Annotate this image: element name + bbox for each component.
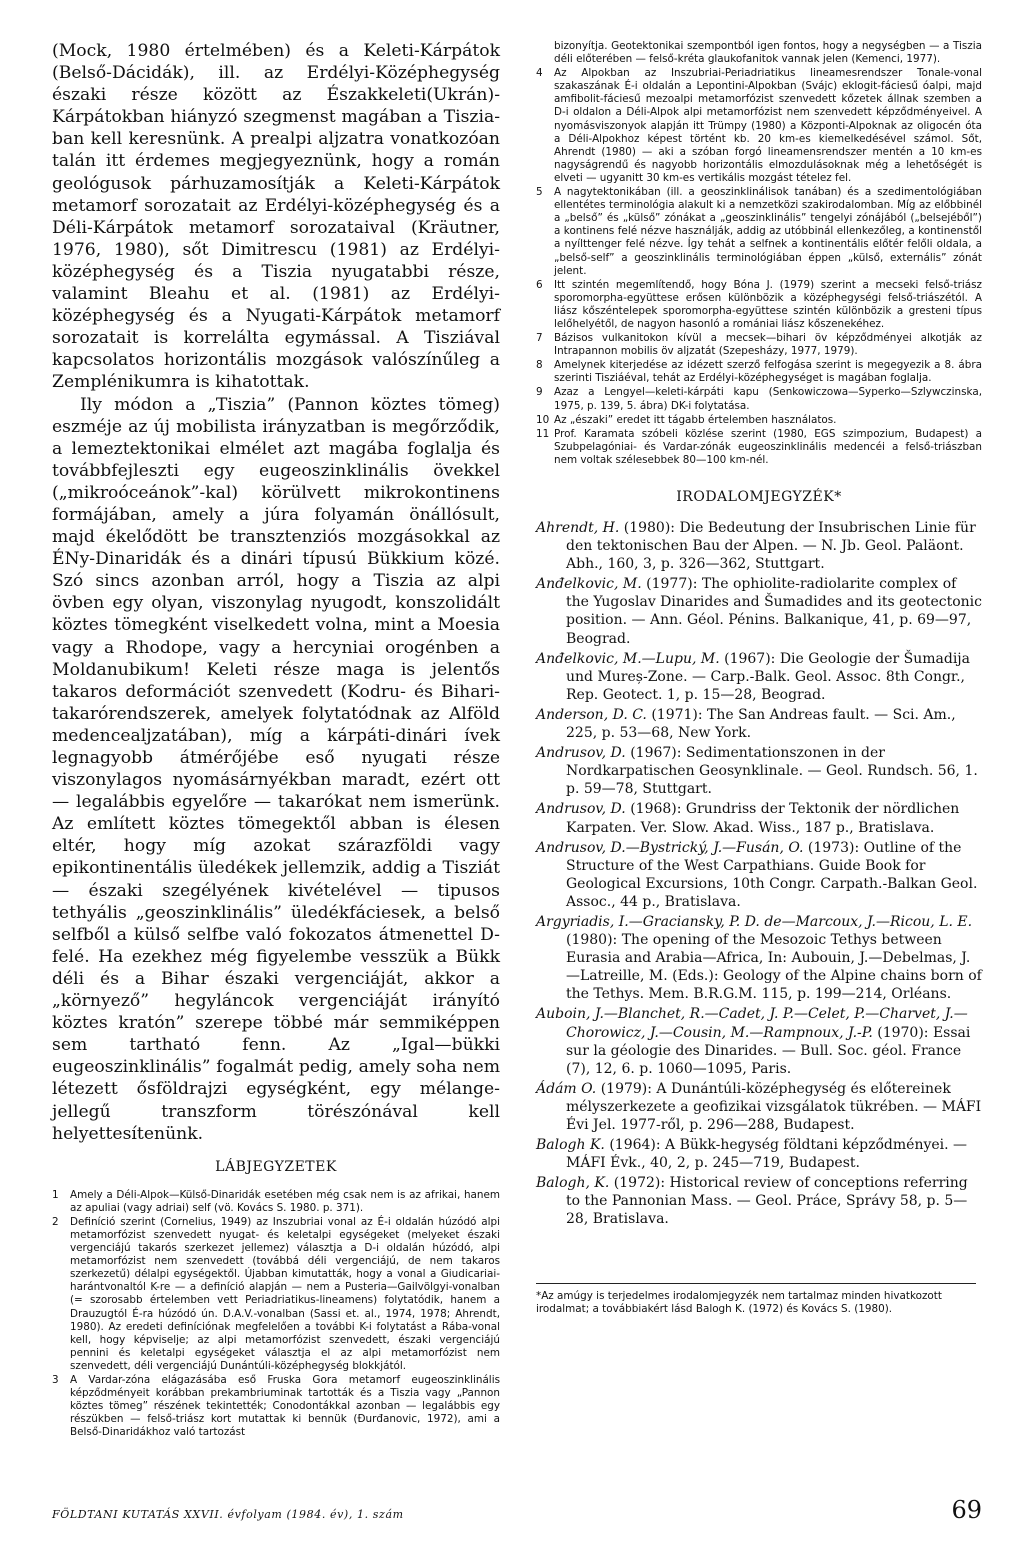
reference-author: Andrusov, D. [536, 745, 626, 762]
reference-item [536, 839, 982, 911]
page-footer [52, 1496, 982, 1524]
paragraph-2: Ily módon a „Tiszia” (Pannon köztes tömeg) eszméje az új mobilista irányzatban is megőrződik, a lemeztektonikai elmélet azt magába foglalja és továbbfejleszti egy eugeoszinklinális övekkel („mikroóceánok”-kal) körülvett mikrokontinens formájában, amely a júra folyamán önállósult, majd ékelődött be transztenziós mozgásokkal az ÉNy-Dinaridák és a dinári típusú Bükkium közé. Szó sincs azonban arról, hogy a Tiszia az alpi övben egy olyan, viszonylag nyugodt, konszolidált köztes tömegként viselkedett volna, mint a Moesia vagy a Rhodope, vagy a hercyniai orogénben a Moldanubikum! Keleti része maga is jelentős takaros deformációt szenvedett (Kodru- és Bihari-takarórendszerek, amelyek folytatódnak az Alföld medencealjzatában), míg a kárpáti-dinári ívek legnagyobb átmérőjébe eső nyugati része viszonylagos nyomásárnyékban maradt, ezért ott — legalábbis egyelőre — takarókat nem ismerünk. Az említett köztes tömegektől abban is élesen eltér, hogy míg azokat szárazföldi vagy epikontinentális üledékek jellemzik, addig a Tisziát — északi szegélyének kivételével — tipusos tethyális „geoszinklinális” üledékfáciesek, a belső selfből a külső selfbe való fokozatos átmenettel D-felé. Ha ezekhez még figyelembe vesszük a Bükk déli és a Bihar északi vergenciáját, akkor a „környező” hegyláncok vergenciáját irányító köztes kratón” szerepe többé már semmiképpen sem tartható fenn. Az „Igal—bükki eugeoszinklinális” fogalmát pedig, amely soha nem létezett ősföldrajzi egységként, egy mélange-jellegű transzform törészónával kell helyettesítenünk. [52, 394, 500, 1144]
footnote-number [536, 40, 554, 66]
reference-text: (1964): A Bükk-hegység földtani képződményei. — MÁFI Évk., 40, 2, p. 245—719, Budapest. [566, 1137, 968, 1172]
footnote-item [536, 279, 982, 331]
footnote-text: Amelynek kiterjedése az idézett szerző felfogása szerint is megegyezik a 8. ábra szerinti Tisziáéval, tehát az Erdélyi-középhegységet is magában foglalja. [554, 359, 982, 385]
reference-author: Auboin, J.—Blanchet, R.—Cadet, J. P.—Celet, P.—Charvet, J.—Chorowicz, J.—Cousin, M.—Rampnoux, J.-P. [536, 1006, 968, 1041]
footnote-item [536, 67, 982, 185]
footnote-number: 9 [536, 386, 543, 399]
footnote-text: Azaz a Lengyel—keleti-kárpáti kapu (Senkowiczowa—Syperko—Szlywczinska, 1975, p. 139, 5. ábra) DK-i folytatása. [554, 386, 982, 412]
footnote-text: Itt szintén megemlítendő, hogy Bóna J. (1979) szerint a mecseki felső-triász sporomorpha-együttese erősen különbözik a középhegységi felső-triászétól. A liász kőszéntelepek sporomorpha-együttese szintén különbözik a gresteni típus lelőhelyétől, de nagyon hasonló a romániai liász kőszenekéhez. [554, 278, 982, 330]
footnotes-heading: LÁBJEGYZETEK [215, 1158, 337, 1175]
reference-item [536, 1174, 982, 1228]
reference-author: Anderson, D. C. [536, 706, 647, 723]
reference-author: Argyriadis, I.—Graciansky, P. D. de—Marcoux, J.—Ricou, L. E. [536, 913, 973, 930]
footnote-number: 7 [536, 332, 543, 345]
paragraph-1: (Mock, 1980 értelmében) és a Keleti-Kárpátok (Belső-Dácidák), ill. az Erdélyi-Középhegység északi része között az Északkeleti(Ukrán)-Kárpátokban hiányzó szegmenst magában a Tiszia-ban kell keresnünk. A prealpi aljzatra vonatkozóan talán itt érdemes megjegyeznünk, hogy a román geológusok párhuzamosítják a Keleti-Kárpátok metamorf sorozatait az Erdélyi-középhegység és a Déli-Kárpátok metamorf sorozataival (Kräutner, 1976, 1980), sőt Dimitrescu (1981) az Erdélyi-középhegység és a Tiszia nyugatabbi része, valamint Bleahu et al. (1981) az Erdélyi-középhegység és a Nyugati-Kárpátok metamorf sorozatait is korrelálta egymással. A Tisziával kapcsolatos horizontális mozgások valószínűleg a Zemplénikumra is kihatottak. [52, 41, 500, 393]
reference-author: Andrusov, D. [536, 801, 626, 818]
footnote-item [52, 1216, 500, 1373]
references-footnote: *Az amúgy is terjedelmes irodalomjegyzék nem tartalmaz minden hivatkozott irodalmat; a továbbiakért lásd Balogh K. (1972) és Kovács S. (1980). [536, 1283, 976, 1316]
reference-item [536, 744, 982, 798]
reference-text: (1972): Historical review of conceptions referring to the Pannonian Mass. — Geol. Práce, Správy 58, p. 5—28, Bratislava. [566, 1175, 968, 1228]
reference-item [536, 1080, 982, 1134]
footnotes-right [536, 40, 982, 469]
reference-text: (1973): Outline of the Structure of the West Carpathians. Guide Book for Geological Excursions, 10th Congr. Carpath.-Balkan Geol. Assoc., 44 p., Bratislava. [566, 839, 978, 910]
footnote-number: 10 [536, 413, 550, 426]
footnote-text: Prof. Karamata szóbeli közlése szerint (1980, EGS szimpozium, Budapest) a Szubpelagóniai- és Vardar-zónák eugeoszinklinális medencéi a felső-triászban nem voltak szélesebbek 80—100 km-nél. [554, 427, 982, 466]
footnote-number: 6 [536, 278, 543, 291]
reference-text: (1970): Essai sur la géologie des Dinarides. — Bull. Soc. géol. France (7), 12, 6. p. 1060—1095, Paris. [566, 1024, 971, 1077]
footnote-item [52, 1374, 500, 1439]
reference-item [536, 575, 982, 647]
reference-author: Ádám O. [536, 1080, 597, 1097]
footnote-text: Definíció szerint (Cornelius, 1949) az Inszubriai vonal az É-i oldalán húzódó alpi metamorfózist szenvedett nyugat- és keletalpi egységeket (melyeket északi vergenciájú takarós szerkezet jellemez) választja a D-i oldalán húzódó, alpi metamorfózist nem szenvedett (továbbá déli vergenciájú, de nem takaros szerkezetű) délalpi egységektől. Újabban kimutatták, hogy a vonal a Giudicariai-harántvonaltól K-re — a definíció alapján — nem a Pusteria—Gailvölgyi-vonalban (= szorosabb értelemben vett Periadriatikus-lineamens) folytatódik, hanem a Drauzugtól É-ra húzódó ún. D.A.V.-vonalban (Sassi et. al., 1974, 1978; Ahrendt, 1980). Az eredeti definíciónak megfelelően a további K-i folytatást a Rába-vonal kell, hogy képviselje; az alpi metamorfózist szenvedett, északi vergenciájú pennini és keletalpi egységeket választja el az alpi metamorfózist nem szenvedett, déli vergenciájú Dunántúli-középhegység blokkjától. [70, 1215, 500, 1372]
reference-text: (1967): Sedimentationszonen in der Nordkarpatischen Geosynklinale. — Geol. Rundsch. 56, 1. p. 59—78, Stuttgart. [566, 745, 978, 798]
footnote-text: bizonyítja. Geotektonikai szempontból igen fontos, hogy a negységben — a Tiszia déli előterében — felső-kréta glaukofanitok vannak jelen (Kemenci, 1977). [554, 40, 982, 66]
reference-author: Balogh K. [536, 1137, 605, 1154]
reference-text: (1967): Die Geologie der Šumadija und Mureș-Zone. — Carp.-Balk. Geol. Assoc. 8th Congr., Rep. Geotect. 1, p. 15—28, Beograd. [566, 650, 970, 703]
reference-item [536, 1005, 982, 1077]
footnote-text: Bázisos vulkanitokon kívül a mecsek—bihari öv képződményei alkotják az Intrapannon mobilis öv aljzatát (Szepesházy, 1977, 1979). [554, 332, 982, 358]
footnote-item [536, 40, 982, 66]
reference-author: Ahrendt, H. [536, 520, 620, 536]
reference-author: Anđelkovic, M. [536, 576, 642, 593]
footnote-item [536, 428, 982, 467]
reference-text: (1979): A Dunántúli-középhegység és előtereinek mélyszerkezete a geofizikai vizsgálatok tükrében. — MÁFI Évi Jel. 1977-ről, p. 296—288, Budapest. [566, 1080, 982, 1133]
reference-text: (1968): Grundriss der Tektonik der nördlichen Karpaten. Ver. Slow. Akad. Wiss., 187 p., Bratislava. [566, 801, 960, 836]
footnote-item [536, 186, 982, 278]
reference-item [536, 1136, 982, 1172]
reference-item [536, 913, 982, 1003]
reference-author: Andrusov, D.—Bystrický, J.—Fusán, O. [536, 839, 804, 856]
footnote-item [52, 1189, 500, 1215]
footnote-text: A nagytektonikában (ill. a geoszinklinálisok tanában) és a szedimentológiában ellentétes terminológia alakult ki a nemzetközi szakirodalomban. Míg az előbbinél a „belső” és „külső” zónákat a „geoszinklinális” tengelyi zónájából („belsejéből”) a kontinens felé nézve használják, addig az utóbbinál ellenkezőleg, a kontinenstől a nyílttenger felé nézve. Így tehát a selfnek a kontinentális előtér felőli oldala, a „belső-self” a geoszinklinális terminológiában éppen „külső, externális” zónát jelent. [554, 186, 982, 277]
footnote-number: 3 [52, 1374, 59, 1386]
footnote-text: Az „északi” eredet itt tágabb értelemben használatos. [554, 413, 837, 426]
footnote-item [536, 386, 982, 412]
reference-text: (1980): Die Bedeutung der Insubrischen Linie für den tektonischen Bau der Alpen. — N. Jb. Geol. Paläont. Abh., 160, 3, p. 326—362, Stuttgart. [566, 520, 976, 573]
main-text [52, 40, 500, 1145]
footnote-text: Az Alpokban az Inszubriai-Periadriatikus lineamesrendszer Tonale-vonal szakaszának É-i oldalán a Lepontini-Alpokban (Svájc) eklogit-fáciesű óalpi, majd amfibolit-fáciesű mezoalpi metamorfózist szenvedett kőzetek állnak szemben a D-i oldalon a Déli-Alpok alpi metamorfózist nem szenvedett képződményeivel. A nyomásviszonyok alapján itt Trümpy (1980) a Központi-Alpoknak az oligocén óta a Déli-Alpokhoz képest történt kb. 20 km-es kiemelkedésével számol. Sőt, Ahrendt (1980) — aki a szóban forgó lineamensrendszer mentén a 10 km-es nagyságrendű és nagyobb horizontális elmozdulásoknak még a lehetőségét is elveti — ugyanitt 30 km-es vertikális mozgást tételez fel. [554, 67, 982, 184]
reference-item [536, 650, 982, 704]
reference-item [536, 706, 982, 742]
left-column [52, 40, 500, 1440]
reference-author: Balogh, K. [536, 1175, 610, 1192]
page-number: 69 [951, 1496, 982, 1524]
references-heading: IRODALOMJEGYZÉK* [676, 489, 842, 505]
footnotes-left [52, 1189, 500, 1440]
right-column [536, 40, 982, 1316]
journal-title: FÖLDTANI KUTATÁS XXVII. évfolyam (1984. év), 1. szám [52, 1508, 404, 1521]
reference-item [536, 800, 982, 836]
reference-text: (1977): The ophiolite-radiolarite complex of the Yugoslav Dinarides and Šumadides and its geotectonic position. — Ann. Géol. Pénins. Balkanique, 41, p. 69—97, Beograd. [566, 576, 982, 647]
reference-item [536, 519, 982, 573]
references-list [536, 519, 982, 1229]
footnote-text: A Vardar-zóna elágazásába eső Fruska Gora metamorf eugeoszinklinális képződményeit korábban prekambriuminak tartották és a Tiszia vagy „Pannon köztes tömeg” részének tekintették; Conodontákkal azonban — legalábbis egy részükben — felső-triász kort mutattak ki bennük (Đurđanovic, 1972), ami a Belső-Dinaridákhoz való tartozást [70, 1374, 500, 1439]
reference-text: (1980): The opening of the Mesozoic Tethys between Eurasia and Arabia—Africa, In: Aubouin, J.—Debelmas, J.—Latreille, M. (Eds.): Geology of the Alpine chains born of the Tethys. Mem. B.R.G.M. 115, p. 199—214, Orléans. [566, 932, 982, 1003]
footnote-text: Amely a Déli-Alpok—Külső-Dinaridák esetében még csak nem is az afrikai, hanem az apuliai (vagy adriai) self (vö. Kovács S. 1980. p. 371). [70, 1188, 500, 1214]
footnote-number: 8 [536, 359, 543, 372]
footnote-number: 2 [52, 1215, 59, 1228]
footnote-item [536, 332, 982, 358]
footnote-number: 11 [536, 427, 550, 440]
footnote-number: 1 [52, 1188, 59, 1201]
reference-text: (1971): The San Andreas fault. — Sci. Am., 225, p. 53—68, New York. [566, 706, 956, 742]
footnote-item [536, 414, 982, 427]
reference-author: Anđelkovic, M.—Lupu, M. [536, 650, 720, 667]
footnote-number: 4 [536, 67, 543, 80]
footnote-item [536, 359, 982, 385]
footnote-number: 5 [536, 186, 543, 199]
